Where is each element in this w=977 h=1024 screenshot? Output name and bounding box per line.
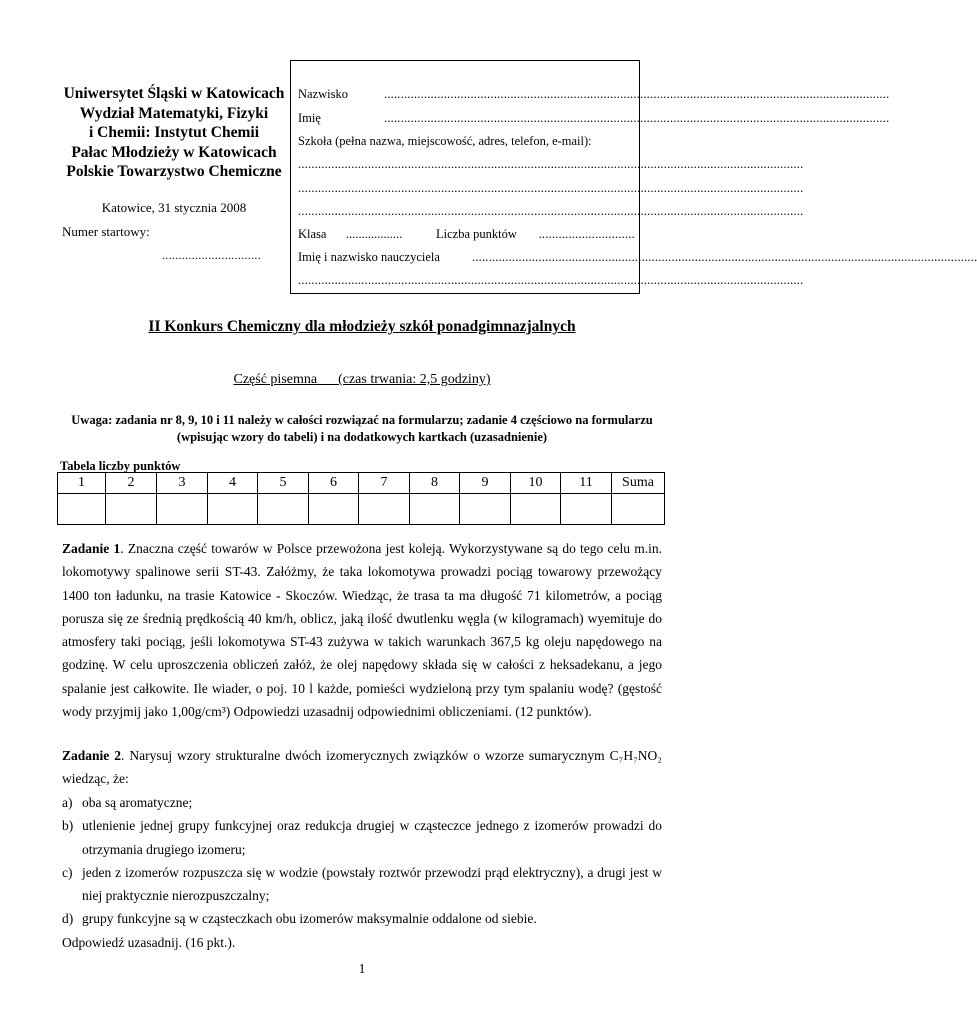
page-number: 1 — [358, 962, 366, 977]
task-1 — [62, 537, 662, 723]
surname-row — [298, 87, 890, 102]
condition-item — [62, 861, 662, 908]
institution-line: Pałac Młodzieży w Katowicach — [71, 143, 277, 161]
points-cell[interactable] — [612, 494, 665, 525]
class-points-row — [298, 227, 635, 242]
points-table-header: 7 — [359, 473, 410, 494]
institution-header — [58, 84, 290, 182]
points-cell[interactable] — [208, 494, 258, 525]
points-table-header: 9 — [460, 473, 511, 494]
start-number-field[interactable]: .............................. — [162, 248, 261, 262]
condition-mark: c) — [62, 864, 73, 880]
surname-label: Nazwisko — [298, 87, 348, 101]
duration-label: (czas trwania: 2,5 godziny) — [338, 372, 491, 387]
institution-line: Wydział Matematyki, Fizyki — [79, 104, 269, 122]
exam-date: Katowice, 31 stycznia 2008 — [101, 200, 247, 215]
condition-item — [62, 791, 662, 814]
points-cell[interactable] — [58, 494, 106, 525]
points-cell[interactable] — [106, 494, 157, 525]
teacher-field[interactable]: ........................................................................................................................................................ — [472, 250, 977, 264]
condition-mark: a) — [62, 795, 73, 810]
subtitle-gap — [317, 372, 338, 387]
condition-item — [62, 907, 662, 930]
surname-field[interactable]: ........................................................................................................................................................ — [384, 87, 890, 101]
points-table-header-row — [58, 473, 665, 494]
institution-line: Polskie Towarzystwo Chemiczne — [66, 163, 282, 180]
institution-line: Uniwersytet Śląski w Katowicach — [63, 85, 285, 102]
name-row — [298, 111, 890, 126]
task-2-text: . Narysuj wzory strukturalne dwóch izomerycznych związków o wzorze sumarycznym C₇H₇NO₂ wiedząc, że: — [62, 748, 662, 787]
points-label: Liczba punktów — [436, 227, 517, 241]
name-label: Imię — [298, 111, 321, 125]
task-1-label: Zadanie 1 — [62, 541, 121, 556]
points-cell[interactable] — [460, 494, 511, 525]
task-2-label: Zadanie 2 — [62, 748, 121, 763]
school-field-line[interactable]: ........................................................................................................................................................ — [298, 204, 804, 218]
personal-data-form — [290, 60, 977, 294]
points-table-header: 5 — [258, 473, 309, 494]
task-2-conditions — [62, 791, 662, 954]
points-cell[interactable] — [157, 494, 208, 525]
teacher-label: Imię i nazwisko nauczyciela — [298, 250, 440, 264]
school-label: Szkoła (pełna nazwa, miejscowość, adres, telefon, e-mail): — [298, 134, 592, 148]
points-table-header: 2 — [106, 473, 157, 494]
name-field[interactable]: ........................................................................................................................................................ — [384, 111, 890, 125]
points-table-header: 6 — [309, 473, 359, 494]
part-label: Część pisemna — [233, 372, 318, 387]
condition-text: grupy funkcyjne są w cząsteczkach obu izomerów maksymalnie oddalone od siebie. — [82, 911, 537, 927]
condition-mark: d) — [62, 911, 74, 927]
contest-title: II Konkurs Chemiczny dla młodzieży szkół ponadgimnazjalnych — [148, 318, 576, 335]
points-table — [57, 472, 665, 525]
class-field[interactable]: .................. — [346, 227, 403, 241]
points-table-header: 3 — [157, 473, 208, 494]
start-number-label: Numer startowy: — [62, 224, 150, 239]
points-cell[interactable] — [359, 494, 410, 525]
institution-line: i Chemii: Instytut Chemii — [88, 124, 260, 141]
points-cell[interactable] — [258, 494, 309, 525]
teacher-field-line[interactable]: ........................................................................................................................................................ — [298, 273, 804, 287]
points-table-caption: Tabela liczby punktów — [60, 459, 181, 473]
school-field-line[interactable]: ........................................................................................................................................................ — [298, 157, 804, 171]
points-table-header: 4 — [208, 473, 258, 494]
task-2-answer-note: Odpowiedź uzasadnij. (16 pkt.). — [62, 934, 236, 950]
points-table-score-row — [58, 494, 665, 525]
points-field[interactable]: ............................. — [538, 227, 635, 241]
points-cell[interactable] — [410, 494, 460, 525]
condition-mark: b) — [62, 818, 74, 834]
points-cell[interactable] — [309, 494, 359, 525]
school-field-line[interactable]: ........................................................................................................................................................ — [298, 181, 804, 195]
condition-item — [62, 814, 662, 861]
points-cell[interactable] — [561, 494, 612, 525]
class-label: Klasa — [298, 227, 327, 241]
condition-text: jeden z izomerów rozpuszcza się w wodzie (powstały roztwór przewodzi prąd elektryczny), a drugi jest w niej praktycznie nierozpuszczalny; — [82, 864, 662, 904]
points-cell[interactable] — [511, 494, 561, 525]
points-table-header: Suma — [612, 473, 665, 494]
points-table-header: 8 — [410, 473, 460, 494]
condition-text: utlenienie jednej grupy funkcyjnej oraz redukcja drugiej w cząsteczce jednego z izomerów prowadzi do otrzymania drugiego izomeru; — [82, 818, 662, 857]
points-table-header: 11 — [561, 473, 612, 494]
instructions-note: Uwaga: zadania nr 8, 9, 10 i 11 należy w całości rozwiązać na formularzu; zadanie 4 częściowo na formularzu (wpisując wzory do tabeli) i na dodatkowych kartkach (uzasadnienie) — [71, 413, 653, 444]
task-2 — [62, 744, 662, 791]
condition-text: oba są aromatyczne; — [82, 795, 193, 810]
teacher-row — [298, 250, 977, 265]
exam-subtitle — [0, 372, 724, 388]
points-table-header: 1 — [58, 473, 106, 494]
points-table-header: 10 — [511, 473, 561, 494]
task-1-text: . Znaczna część towarów w Polsce przewożona jest koleją. Wykorzystywane są do tego celu m.in. lokomotywy spalinowe serii ST-43. Załóżmy, że taka lokomotywa prowadzi pociąg towarowy przewożący 1400 ton ładunku, na trasie Katowice - Skoczów. Wiedząc, że trasa ta ma długość 71 kilometrów, a pociąg porusza się ze średnią prędkością 40 km/h, oblicz, jaką ilość dwutlenku węgla (w kilogramach) wyemituje do atmosfery taki pociąg, jeśli lokomotywa ST-43 zużywa w takich warunkach 367,5 kg oleju napędowego na godzinę. W celu uproszczenia obliczeń załóż, że olej napędowy składa się w całości z heksadekanu, a jego spalanie jest całkowite. Ile wiader, o poj. 10 l każde, pomieści wydzieloną przy tym spalaniu wodę? (gęstość wody przyjmij jako 1,00g/cm³) Odpowiedzi uzasadnij odpowiednimi obliczeniami. (12 punktów). — [62, 541, 663, 720]
